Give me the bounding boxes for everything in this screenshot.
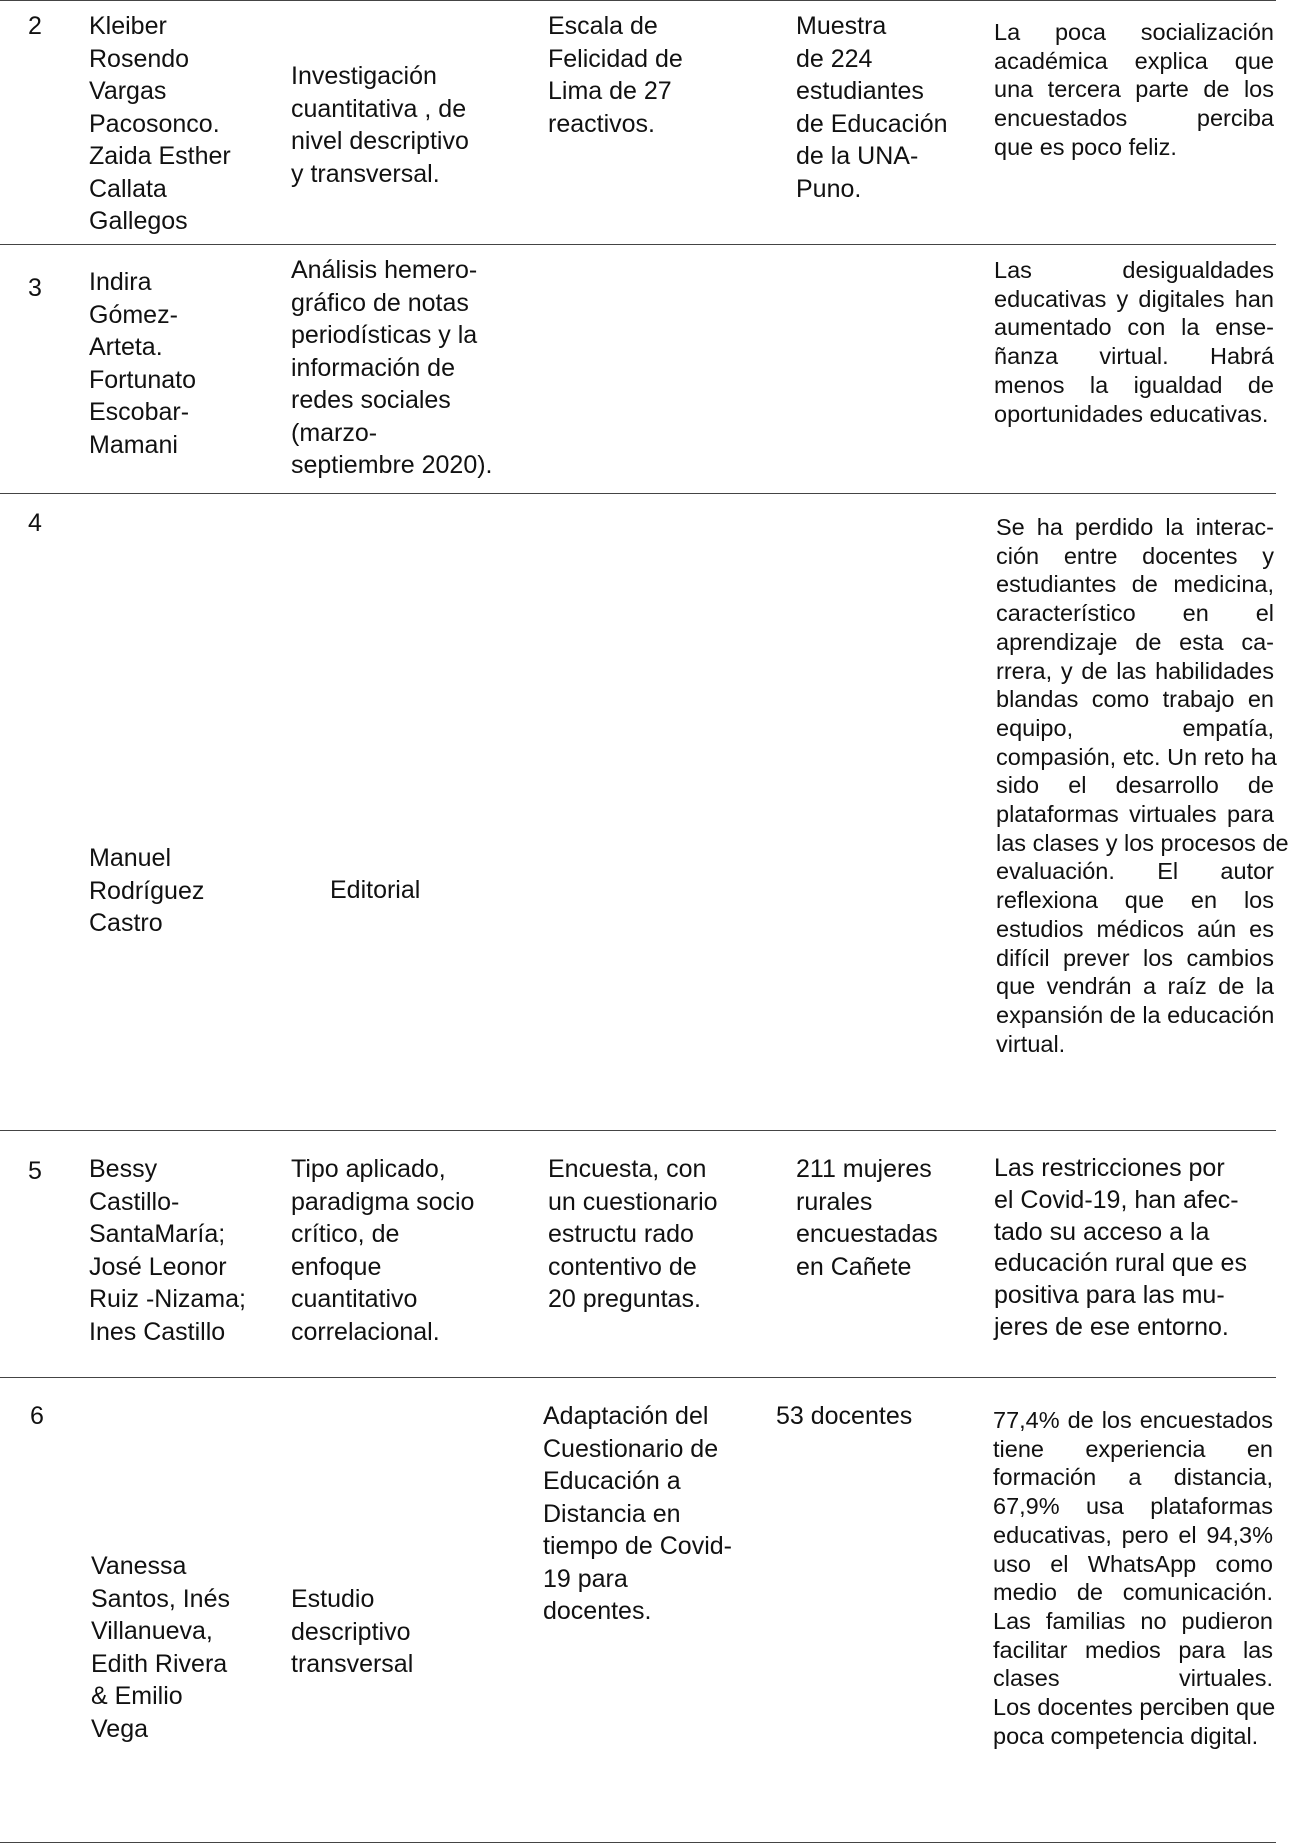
cell-line: Las restricciones por [994, 1154, 1225, 1182]
cell-line: estudiantes de medicina, [996, 571, 1274, 598]
cell-line: rurales [796, 1187, 873, 1216]
cell-line: Escobar- [89, 398, 190, 426]
cell-sample [796, 1153, 938, 1283]
cell-line: 67,9% usa plataformas [993, 1493, 1273, 1520]
cell-results [996, 513, 1289, 1058]
cell-line: nivel descriptivo [291, 127, 469, 155]
cell-line: descriptivo [291, 1617, 411, 1646]
cell-line: Muestra [796, 12, 887, 40]
cell-line: Lima de 27 [548, 77, 672, 105]
cell-num: 5 [28, 1157, 42, 1185]
cell-line: Edith Rivera [91, 1649, 228, 1678]
cell-line: virtual. [996, 1030, 1066, 1057]
cell-line: plataformas virtuales para [996, 801, 1274, 828]
cell-line: Mamani [89, 430, 178, 459]
cell-line: en Cañete [796, 1252, 912, 1281]
cell-line: difícil prever los cambios [996, 944, 1274, 971]
cell-line: Educación a [543, 1467, 681, 1495]
row-divider [0, 244, 1276, 245]
cell-line: encuestados perciba [994, 105, 1274, 132]
cell-line: de 224 [796, 44, 873, 73]
cell-line: blandas como trabajo en [996, 686, 1274, 713]
cell-line: 211 mujeres [796, 1155, 932, 1183]
cell-line: redes sociales [291, 386, 451, 414]
cell-line: facilitar medios para las [993, 1636, 1273, 1663]
cell-line: Cuestionario de [543, 1434, 719, 1463]
cell-line: positiva para las mu- [994, 1281, 1225, 1310]
cell-num: 6 [30, 1402, 44, 1430]
cell-line: Las desigualdades [994, 257, 1274, 283]
cell-line: uso el WhatsApp como [993, 1550, 1273, 1577]
cell-line: Gómez- [89, 300, 178, 329]
cell-instrument [543, 1400, 732, 1628]
row-divider [0, 1842, 1276, 1843]
cell-line: Felicidad de [548, 44, 683, 73]
cell-line: académica explica que [994, 47, 1274, 74]
cell-results [994, 18, 1274, 162]
cell-line: ción entre docentes y [996, 542, 1274, 569]
cell-line: La poca socialización [994, 19, 1274, 45]
cell-line: Ruiz -Nizama; [89, 1285, 246, 1313]
cell-line: poca competencia digital. [993, 1722, 1259, 1749]
cell-line: paradigma socio [291, 1187, 475, 1216]
cell-line: tiempo de Covid- [543, 1532, 732, 1560]
cell-results [993, 1406, 1276, 1750]
cell-line: clases virtuales. [993, 1665, 1273, 1692]
cell-line: equipo, empatía, [996, 714, 1274, 741]
cell-line: Pacosonco. [89, 109, 220, 138]
cell-line: José Leonor [89, 1252, 227, 1281]
cell-line: Zaida Esther [89, 142, 231, 170]
cell-line: Callata [89, 174, 167, 203]
cell-line: expansión de la educación [996, 1001, 1275, 1028]
cell-results [994, 1153, 1247, 1344]
cell-line: Escala de [548, 12, 658, 40]
cell-line: Ines Castillo [89, 1317, 226, 1346]
cell-sample [776, 1400, 912, 1433]
cell-line: Estudio [291, 1585, 375, 1613]
cell-method [291, 1583, 413, 1681]
cell-line: formación a distancia, [993, 1464, 1273, 1491]
cell-line: periodísticas y la [291, 321, 478, 349]
cell-num: 3 [28, 274, 42, 302]
cell-line: estudios médicos aún es [996, 915, 1274, 942]
cell-line: Los docentes perciben que [993, 1694, 1276, 1721]
cell-line: Arteta. [89, 333, 163, 361]
cell-line: Distancia en [543, 1499, 681, 1528]
cell-line: Adaptación del [543, 1402, 709, 1430]
cell-line: Análisis hemero- [291, 256, 478, 284]
cell-line: Vanessa [91, 1552, 187, 1580]
cell-line: 77,4% de los encuestados [993, 1407, 1273, 1433]
cell-line: Rosendo [89, 44, 190, 73]
cell-method [291, 1153, 474, 1348]
row-divider [0, 1130, 1276, 1131]
row-divider [0, 493, 1276, 494]
cell-line: oportunidades educativas. [994, 400, 1269, 427]
cell-line: tiene experiencia en [993, 1435, 1273, 1462]
cell-line: transversal [291, 1650, 414, 1678]
cell-authors [89, 842, 204, 940]
cell-num: 2 [28, 12, 42, 40]
cell-line: Fortunato [89, 365, 197, 394]
cell-line: Castillo- [89, 1187, 180, 1216]
cell-line: enfoque [291, 1252, 382, 1281]
cell-line: Kleiber [89, 12, 167, 40]
cell-line: educativas y digitales han [994, 285, 1274, 312]
cell-method [330, 874, 420, 907]
cell-line: Puno. [796, 174, 862, 203]
cell-line: Rodríguez [89, 876, 205, 905]
cell-line: Tipo aplicado, [291, 1155, 446, 1183]
cell-line: cuantitativo [291, 1285, 418, 1313]
cell-line: Indira [89, 268, 152, 296]
cell-line: característico en el [996, 600, 1274, 627]
cell-line: Manuel [89, 844, 171, 872]
cell-line: gráfico de notas [291, 288, 469, 317]
cell-line: contentivo de [548, 1252, 697, 1281]
cell-line: compasión, etc. Un reto ha [996, 743, 1277, 770]
cell-line: & Emilio [91, 1682, 183, 1710]
cell-line: crítico, de [291, 1220, 400, 1248]
cell-line: Las familias no pudieron [993, 1607, 1273, 1634]
cell-line: septiembre 2020). [291, 451, 493, 479]
cell-method [291, 60, 469, 190]
cell-line: Editorial [330, 876, 421, 904]
cell-line: Investigación [291, 62, 437, 90]
cell-sample [796, 10, 948, 205]
cell-authors [89, 1153, 246, 1348]
cell-authors [89, 10, 231, 238]
cell-line: información de [291, 353, 455, 382]
cell-line: SantaMaría; [89, 1220, 226, 1248]
cell-line: ñanza virtual. Habrá [994, 343, 1274, 370]
cell-line: Castro [89, 909, 163, 937]
cell-line: docentes. [543, 1597, 652, 1625]
cell-num: 4 [28, 509, 42, 537]
cell-line: encuestadas [796, 1220, 938, 1248]
cell-method [291, 254, 493, 482]
cell-line: Gallegos [89, 207, 188, 235]
cell-line: Vega [91, 1714, 149, 1743]
cell-instrument [548, 10, 683, 140]
cell-line: medio de comunicación. [993, 1579, 1273, 1606]
cell-line: de la UNA- [796, 142, 919, 170]
cell-line: reflexiona que en los [996, 887, 1274, 914]
cell-line: reactivos. [548, 109, 655, 138]
cell-line: (marzo- [291, 418, 378, 447]
cell-line: 20 preguntas. [548, 1285, 701, 1313]
cell-instrument [548, 1153, 718, 1316]
cell-line: de Educación [796, 109, 948, 138]
cell-line: Santos, Inés [91, 1584, 230, 1613]
cell-authors [89, 266, 196, 461]
cell-line: 53 docentes [776, 1402, 913, 1430]
cell-line: 19 para [543, 1564, 628, 1593]
cell-results [994, 256, 1274, 428]
cell-line: aprendizaje de esta ca- [996, 628, 1274, 655]
cell-line: estudiantes [796, 77, 924, 105]
cell-line: un cuestionario [548, 1187, 718, 1216]
cell-line: que es poco feliz. [994, 133, 1177, 160]
cell-line: Se ha perdido la interac- [996, 514, 1274, 540]
cell-line: aumentado con la ense- [994, 314, 1274, 341]
cell-line: las clases y los procesos de [996, 829, 1289, 856]
cell-line: rrera, y de las habilidades [996, 657, 1274, 684]
cell-line: educación rural que es [994, 1249, 1247, 1278]
cell-line: que vendrán a raíz de la [996, 973, 1274, 1000]
cell-line: evaluación. El autor [996, 858, 1274, 885]
cell-line: y transversal. [291, 159, 440, 188]
row-divider [0, 0, 1276, 1]
cell-line: una tercera parte de los [994, 76, 1274, 103]
cell-line: Villanueva, [91, 1617, 213, 1645]
cell-line: correlacional. [291, 1317, 440, 1346]
cell-line: cuantitativa , de [291, 94, 467, 123]
cell-authors [91, 1550, 230, 1745]
cell-line: educativas, pero el 94,3% [993, 1521, 1273, 1548]
cell-line: jeres de ese entorno. [994, 1312, 1229, 1341]
cell-line: Bessy [89, 1155, 158, 1183]
cell-line: menos la igualdad de [994, 371, 1274, 398]
row-divider [0, 1377, 1276, 1378]
cell-line: Vargas [89, 77, 167, 105]
cell-line: tado su acceso a la [994, 1217, 1210, 1246]
cell-line: el Covid-19, han afec- [994, 1185, 1239, 1214]
cell-line: estructu rado [548, 1220, 694, 1248]
cell-line: Encuesta, con [548, 1155, 707, 1183]
cell-line: sido el desarrollo de [996, 772, 1274, 799]
